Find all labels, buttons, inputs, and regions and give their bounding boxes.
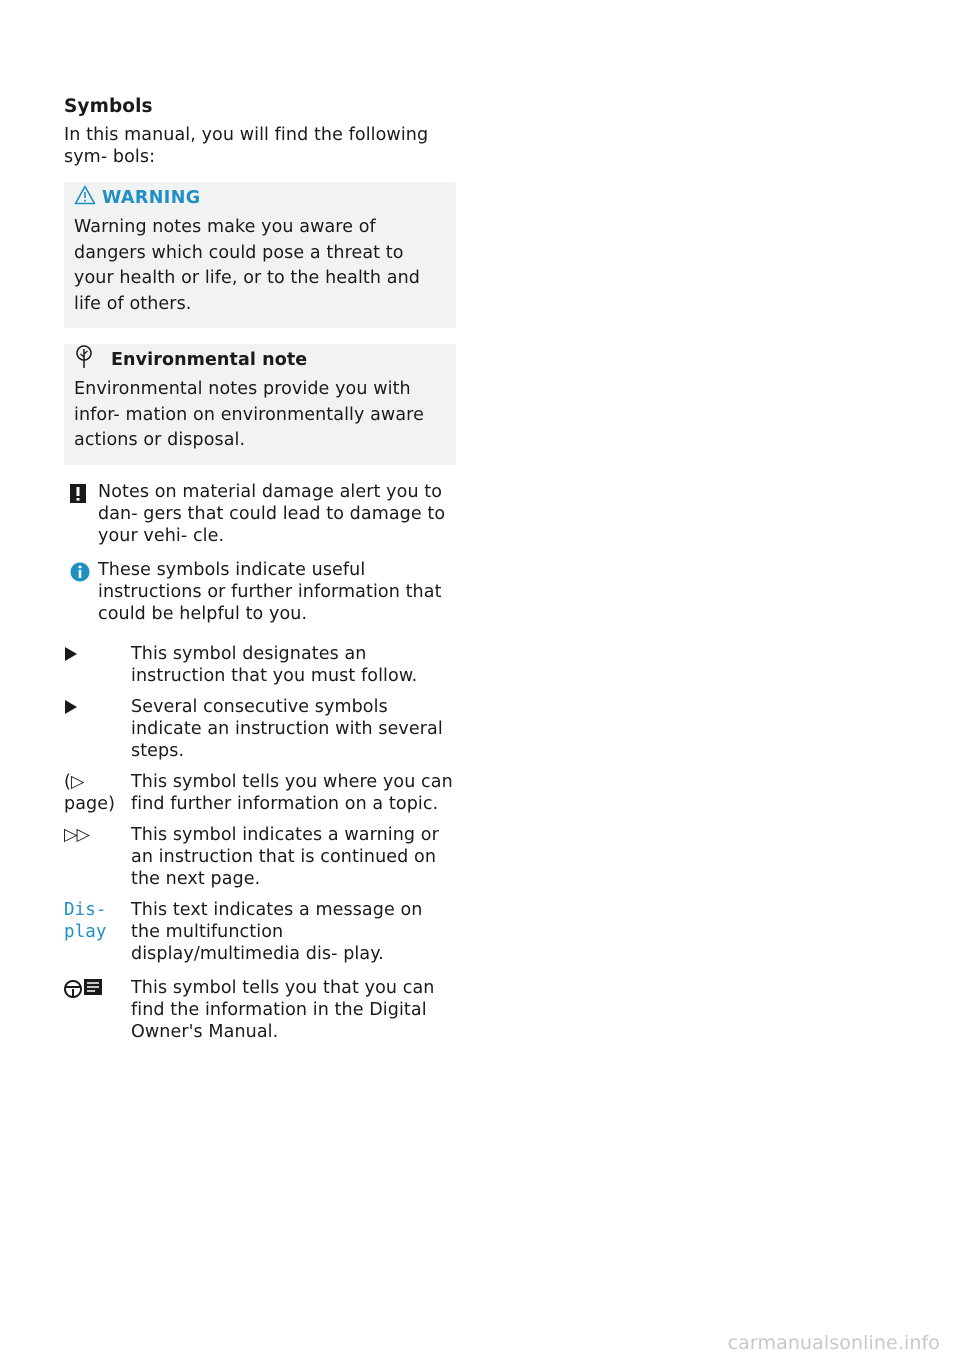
symbol-row-steps bbox=[64, 696, 456, 762]
warning-title: WARNING bbox=[102, 188, 201, 208]
section-intro: In this manual, you will find the following sym- bols: bbox=[64, 125, 429, 167]
environmental-title: Environmental note bbox=[111, 350, 308, 370]
symbol-row-continued bbox=[64, 824, 456, 890]
info-text: These symbols indicate useful instructions or further information that could be helpful to you. bbox=[98, 559, 442, 624]
play-arrow-icon bbox=[64, 647, 78, 667]
continued-symbol: ▷▷ bbox=[64, 824, 89, 845]
symbol-text: This symbol indicates a warning or an instruction that is continued on the next page. bbox=[131, 824, 439, 889]
symbol-text: This symbol tells you that you can find the information in the Digital Owner's Manual. bbox=[131, 977, 435, 1042]
symbol-text: Several consecutive symbols indicate an instruction with several steps. bbox=[131, 696, 443, 761]
material-damage-note bbox=[64, 481, 456, 547]
leaf-icon bbox=[74, 345, 94, 375]
material-damage-text: Notes on material damage alert you to dan- gers that could lead to damage to your vehi- cle. bbox=[98, 481, 446, 546]
environmental-box bbox=[64, 344, 456, 465]
environmental-body: Environmental notes provide you with infor- mation on environmentally aware actions or disposal. bbox=[74, 379, 424, 450]
warning-triangle-icon bbox=[74, 185, 96, 211]
display-text-symbol: Dis‐ play bbox=[64, 899, 107, 942]
symbol-text: This text indicates a message on the multifunction display/multimedia dis- play. bbox=[131, 899, 423, 964]
warning-body: Warning notes make you aware of dangers which could pose a threat to your health or life, or to the health and life of others. bbox=[74, 217, 420, 314]
digital-manual-icon bbox=[64, 985, 104, 1005]
symbol-row-page-reference bbox=[64, 771, 456, 815]
symbol-row-display bbox=[64, 899, 456, 965]
symbol-text: This symbol tells you where you can find further information on a topic. bbox=[131, 771, 453, 814]
symbol-text: This symbol designates an instruction that you must follow. bbox=[131, 643, 418, 686]
symbols-section bbox=[64, 94, 456, 1052]
play-arrow-icon bbox=[64, 700, 78, 720]
exclamation-icon bbox=[70, 484, 86, 509]
page-reference-symbol: (▷ page) bbox=[64, 771, 116, 814]
watermark: carmanualsonline.info bbox=[727, 1332, 940, 1354]
warning-box bbox=[64, 182, 456, 328]
section-title: Symbols bbox=[64, 96, 153, 117]
info-note bbox=[64, 559, 456, 625]
symbol-row-digital-manual bbox=[64, 977, 456, 1043]
info-icon bbox=[70, 562, 90, 588]
symbol-row-instruction bbox=[64, 643, 456, 687]
